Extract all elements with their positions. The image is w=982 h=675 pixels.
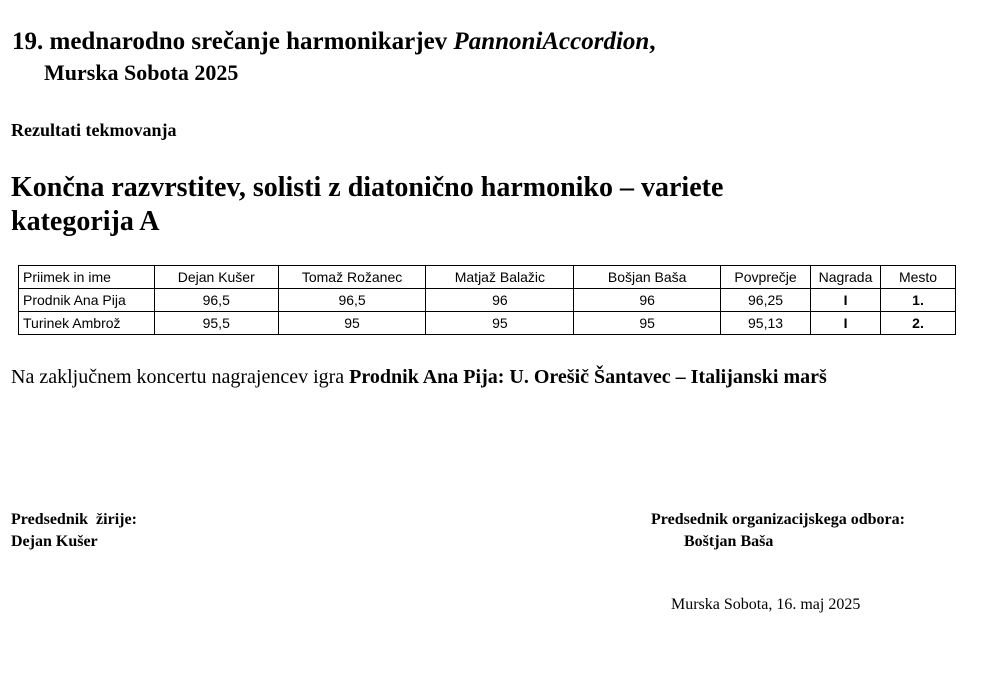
concert-note (11, 366, 827, 389)
table-cell-place: 1. (881, 289, 956, 312)
table-cell-place: 2. (881, 312, 956, 335)
table-cell-score: 96 (426, 289, 574, 312)
table-cell-name: Prodnik Ana Pija (19, 289, 155, 312)
table-cell-average: 95,13 (721, 312, 811, 335)
column-header: Nagrada (811, 266, 881, 289)
column-header: Bošjan Baša (574, 266, 721, 289)
title-suffix: , (649, 28, 656, 55)
organizing-president-name: Boštjan Baša (684, 533, 774, 550)
results-table (18, 265, 956, 335)
jury-president-name: Dejan Kušer (11, 533, 98, 550)
column-header: Mesto (881, 266, 956, 289)
concert-intro: Na zaključnem koncertu nagrajencev igra (11, 366, 350, 388)
table-cell-score: 95 (278, 312, 426, 335)
table-cell-score: 95,5 (154, 312, 278, 335)
table-cell-score: 95 (426, 312, 574, 335)
column-header: Dejan Kušer (154, 266, 278, 289)
results-heading (11, 171, 723, 239)
title-event-name: PannoniAccordion (453, 28, 650, 55)
column-header: Tomaž Rožanec (278, 266, 426, 289)
table-cell-score: 96,5 (154, 289, 278, 312)
column-header: Povprečje (721, 266, 811, 289)
table-cell-score: 96 (574, 289, 721, 312)
organizing-president-label: Predsednik organizacijskega odbora: (651, 511, 905, 528)
table-cell-score: 96,5 (278, 289, 426, 312)
results-heading-line2: kategorija A (11, 206, 160, 237)
table-row (19, 312, 956, 335)
results-heading-line1: Končna razvrstitev, solisti z diatonično harmoniko – variete (11, 172, 724, 203)
jury-president-label: Predsednik žirije: (11, 511, 137, 528)
table-header-row (19, 266, 956, 289)
column-header: Priimek in ime (19, 266, 155, 289)
title-prefix: 19. mednarodno srečanje harmonikarjev (12, 28, 454, 55)
table-cell-score: 95 (574, 312, 721, 335)
table-row (19, 289, 956, 312)
document-title (12, 28, 656, 56)
table-cell-average: 96,25 (721, 289, 811, 312)
table-cell-name: Turinek Ambrož (19, 312, 155, 335)
place-and-date: Murska Sobota, 16. maj 2025 (671, 596, 861, 613)
table-cell-award: I (811, 312, 881, 335)
concert-performance: Prodnik Ana Pija: U. Orešič Šantavec – Italijanski marš (349, 366, 827, 388)
document-subtitle: Murska Sobota 2025 (44, 60, 239, 85)
table-cell-award: I (811, 289, 881, 312)
section-label: Rezultati tekmovanja (11, 120, 177, 140)
column-header: Matjaž Balažic (426, 266, 574, 289)
